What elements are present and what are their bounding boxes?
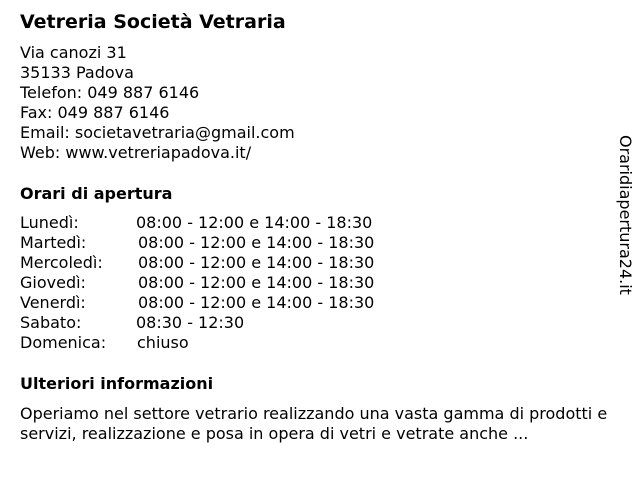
day-label: Venerdì: — [20, 293, 86, 312]
time-range: 08:00 - 12:00 e 14:00 - 18:30 — [138, 233, 375, 252]
hours-row-monday — [20, 213, 440, 233]
day-label: Mercoledì: — [20, 253, 103, 272]
address-line: Via canozi 31 — [20, 43, 127, 62]
time-range: 08:00 - 12:00 e 14:00 - 18:30 — [138, 253, 375, 272]
hours-row-sunday — [20, 333, 440, 353]
contact-block — [20, 43, 295, 163]
day-label: Sabato: — [20, 313, 82, 332]
site-watermark: Oraridiapertura24.it — [616, 135, 635, 295]
day-label: Martedì: — [20, 233, 87, 252]
phone-line: Telefon: 049 887 6146 — [20, 83, 200, 102]
email-line: Email: societavetraria@gmail.com — [20, 123, 295, 142]
opening-hours-heading: Orari di apertura — [20, 184, 173, 203]
web-line: Web: www.vetreriapadova.it/ — [20, 143, 252, 162]
time-range: 08:30 - 12:30 — [136, 313, 245, 332]
time-range: 08:00 - 12:00 e 14:00 - 18:30 — [136, 213, 373, 232]
fax-line: Fax: 049 887 6146 — [20, 103, 170, 122]
time-range: 08:00 - 12:00 e 14:00 - 18:30 — [138, 273, 375, 292]
opening-hours-table — [20, 213, 440, 353]
hours-row-wednesday — [20, 253, 440, 273]
further-info-heading: Ulteriori informazioni — [20, 374, 214, 393]
business-name: Vetreria Società Vetraria — [20, 11, 286, 33]
hours-row-saturday — [20, 313, 440, 333]
hours-row-tuesday — [20, 233, 440, 253]
time-range: 08:00 - 12:00 e 14:00 - 18:30 — [138, 293, 375, 312]
time-range: chiuso — [137, 333, 189, 352]
day-label: Domenica: — [20, 333, 107, 352]
business-description: Operiamo nel settore vetrario realizzando una vasta gamma di prodotti e servizi, realizzazione e posa in opera di vetri e vetrate anche ... — [20, 404, 608, 443]
day-label: Giovedì: — [20, 273, 86, 292]
hours-row-friday — [20, 293, 440, 313]
day-label: Lunedì: — [20, 213, 79, 232]
hours-row-thursday — [20, 273, 440, 293]
city-line: 35133 Padova — [20, 63, 134, 82]
